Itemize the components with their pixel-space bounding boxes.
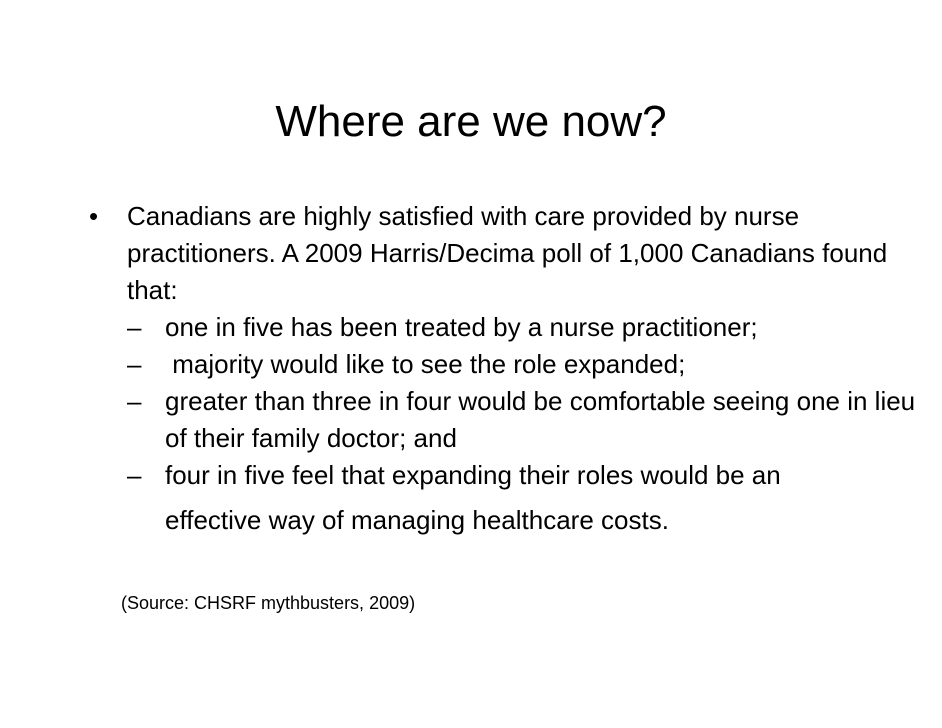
dash-marker: – bbox=[127, 386, 142, 416]
sub-item-text-line1: four in five feel that expanding their roles would be an bbox=[165, 460, 781, 490]
bullet-text: Canadians are highly satisfied with care provided by nurse practitioners. A 2009 Harris/Decima poll of 1,000 Canadians found that: bbox=[127, 201, 888, 305]
dash-marker: – bbox=[127, 312, 142, 342]
sub-bullet-list bbox=[127, 309, 917, 539]
sub-item-text: one in five has been treated by a nurse practitioner; bbox=[165, 312, 758, 342]
sub-item-expanded bbox=[127, 346, 917, 383]
source-citation: (Source: CHSRF mythbusters, 2009) bbox=[121, 593, 416, 613]
sub-item-text-line2: effective way of managing healthcare costs. bbox=[165, 505, 669, 535]
sub-item-treated bbox=[127, 309, 917, 346]
bullet-marker: • bbox=[89, 201, 99, 231]
dash-marker: – bbox=[127, 460, 142, 490]
sub-item-text: greater than three in four would be comfortable seeing one in lieu of their family doctor; and bbox=[165, 386, 916, 453]
sub-item-comfortable bbox=[127, 383, 917, 457]
bullet-item bbox=[89, 198, 909, 309]
main-bullet bbox=[89, 198, 909, 309]
sub-item-text: majority would like to see the role expanded; bbox=[165, 349, 686, 379]
dash-marker: – bbox=[127, 349, 142, 379]
sub-item-costs bbox=[127, 457, 917, 539]
slide-title: Where are we now? bbox=[275, 97, 667, 146]
